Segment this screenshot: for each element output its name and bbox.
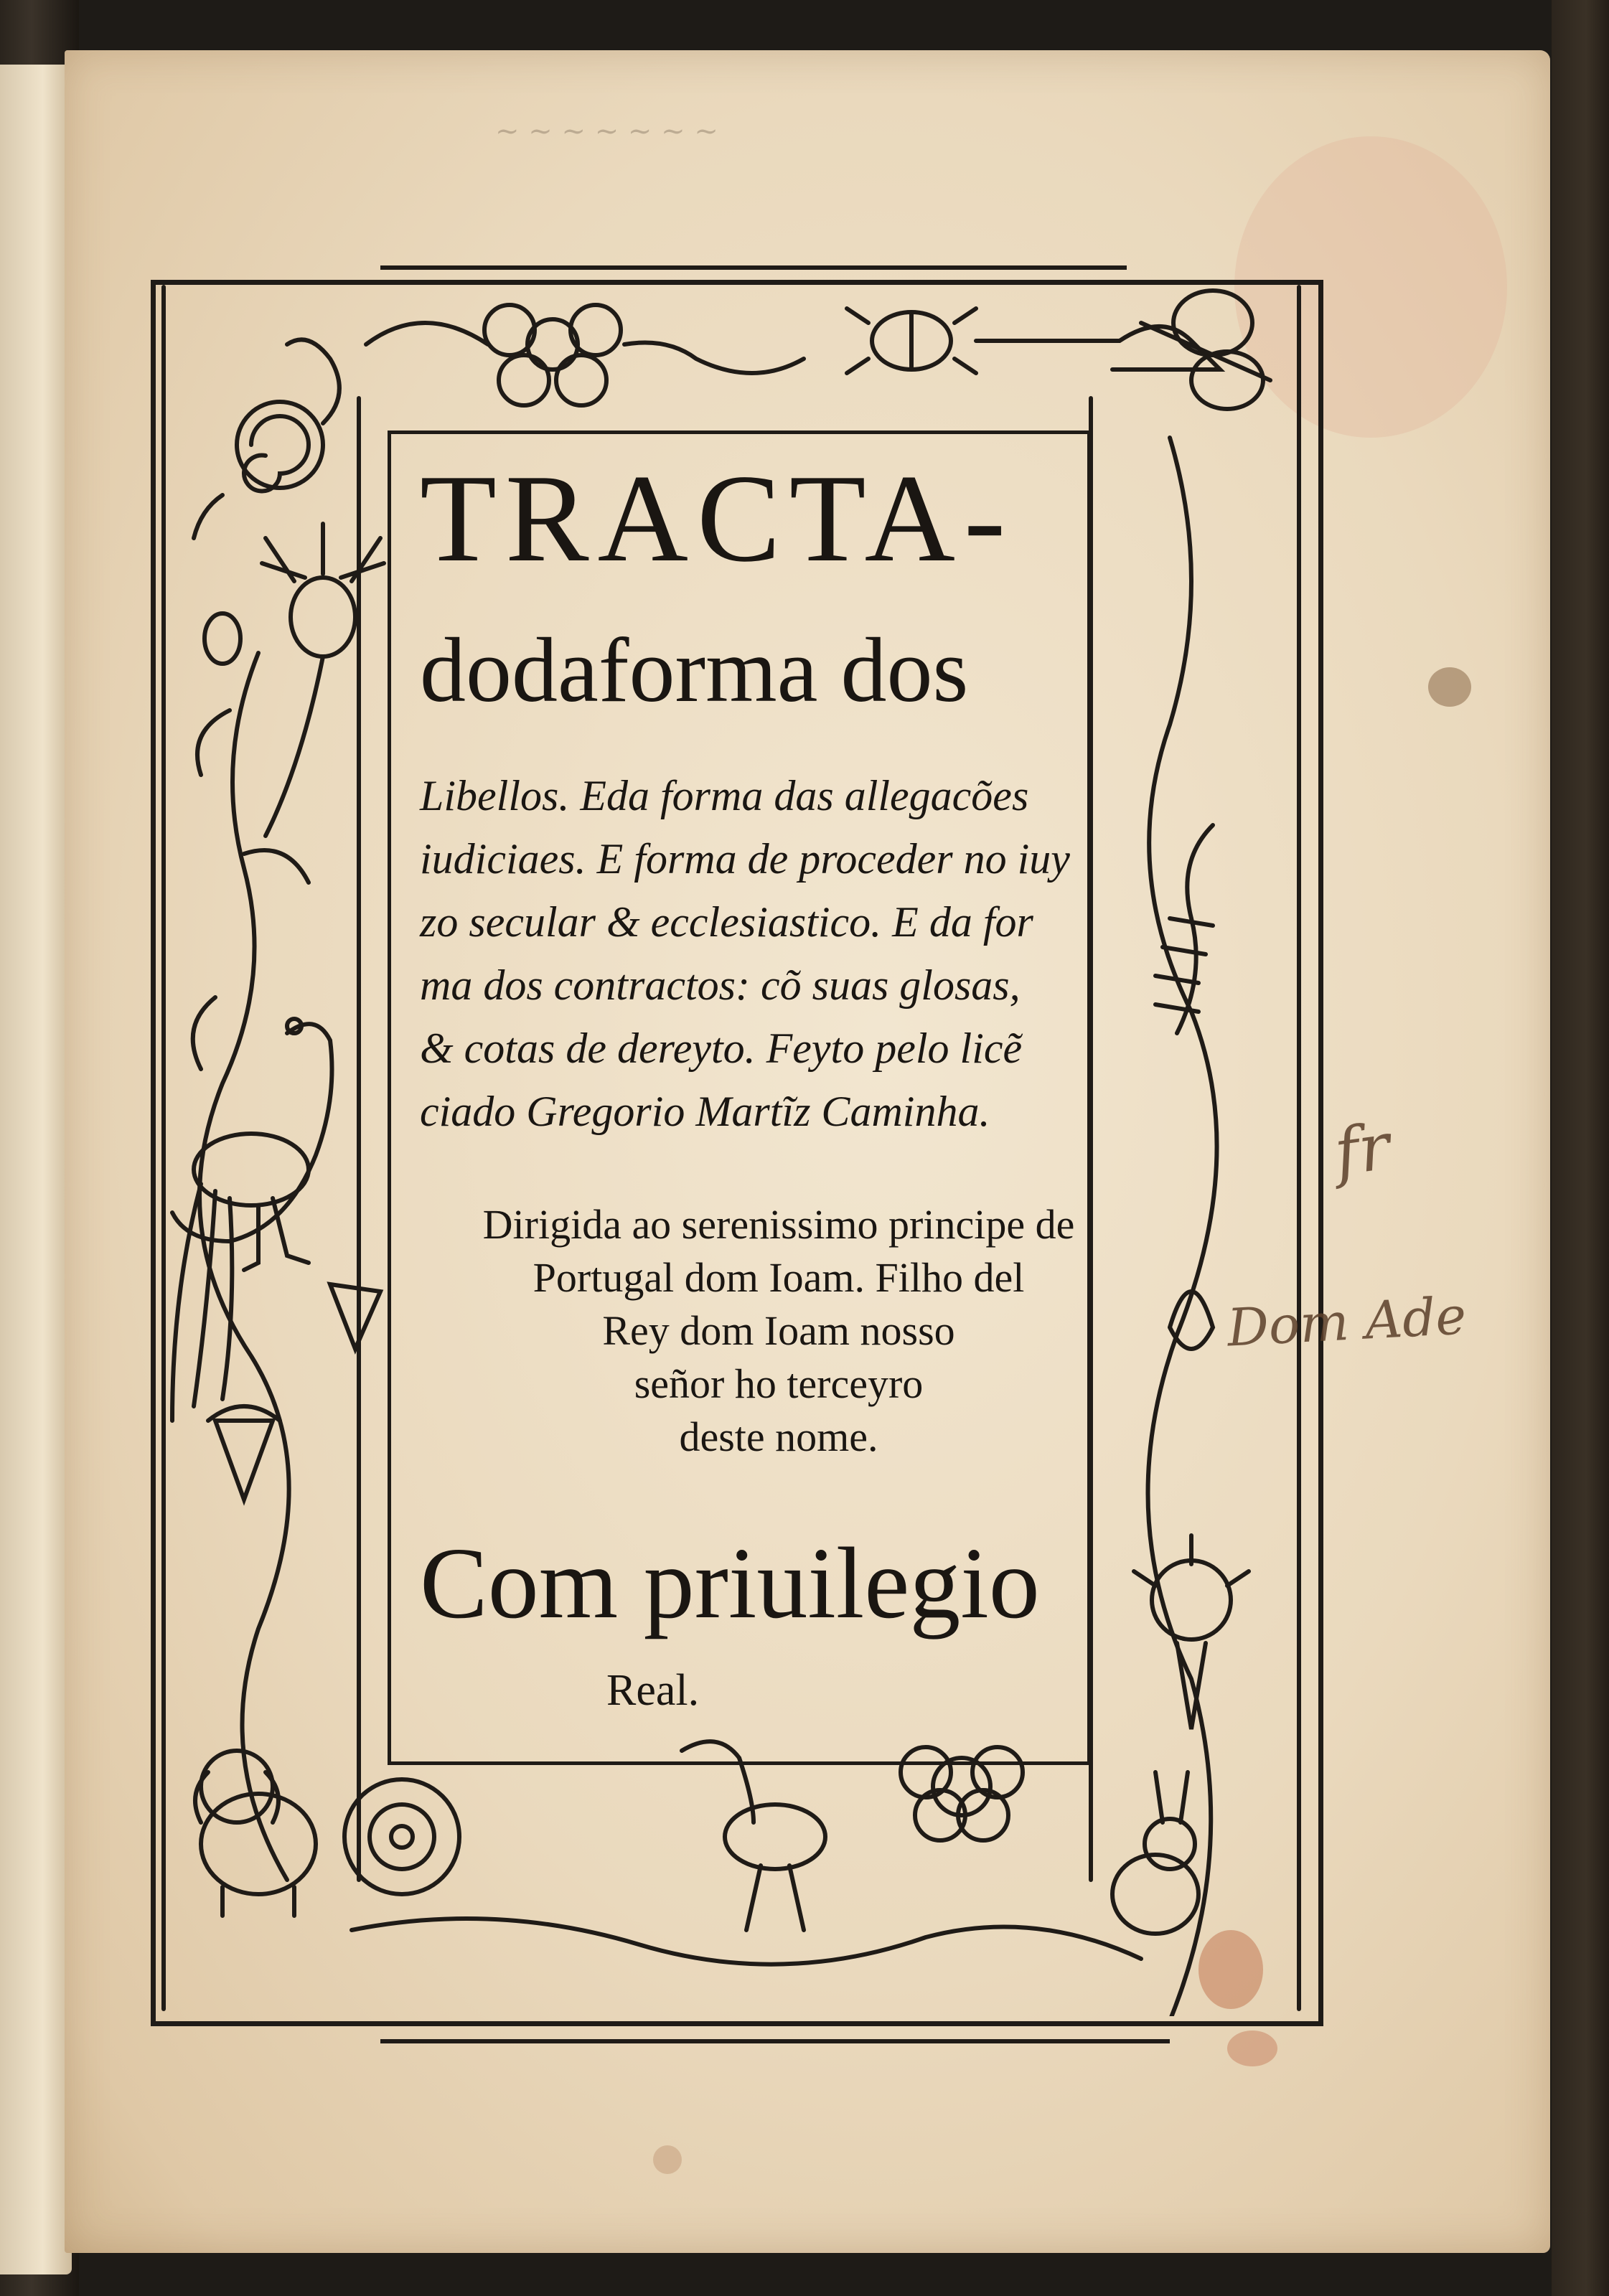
dedication-line: señor ho terceyro [634, 1360, 924, 1407]
foxing-stain [1227, 2031, 1277, 2066]
rose-icon [344, 1779, 459, 1894]
previous-leaf-edge [0, 65, 72, 2274]
pineapple-icon [205, 613, 240, 664]
thistle-icon [262, 524, 384, 836]
caterpillar-icon [1155, 825, 1213, 1033]
dedication-line: Portugal dom Ioam. Filho del [533, 1254, 1025, 1301]
title-text-block [388, 430, 1091, 1765]
description-line: zo secular & ecclesiastico. E da for [420, 898, 1033, 946]
description [420, 764, 1137, 1143]
privilege-line-2: Real. [606, 1666, 700, 1715]
description-line: Libellos. Eda forma das allegacões [420, 772, 1029, 819]
butterfly-icon [1141, 291, 1270, 409]
strawberry-icon [208, 1284, 380, 1500]
foxing-stain [653, 2145, 682, 2174]
title-page [65, 50, 1550, 2253]
dog-icon [195, 1751, 316, 1916]
book-subtitle: dodaforma dos [420, 619, 969, 721]
flower-icon [366, 305, 804, 405]
back-cover-edge [1552, 0, 1609, 2296]
handwritten-note: fr [1330, 1109, 1395, 1191]
carnation-icon [1134, 1535, 1249, 1729]
dedication [420, 1198, 1137, 1464]
snail-icon [194, 339, 339, 538]
dedication-line: Dirigida ao serenissimo principe de [482, 1201, 1075, 1248]
handwritten-signature: Dom Ade [1226, 1285, 1468, 1358]
dedication-line: deste nome. [679, 1413, 878, 1460]
faded-inscription: ~ ~ ~ ~ ~ ~ ~ [495, 115, 718, 148]
foxing-stain [1428, 667, 1471, 707]
description-line: & cotas de dereyto. Feyto pelo licẽ [420, 1025, 1023, 1072]
dedication-line: Rey dom Ioam nosso [602, 1307, 955, 1354]
ladybug-icon [847, 309, 976, 373]
rabbit-icon [1112, 1772, 1198, 1934]
heron-icon [682, 1741, 825, 1930]
book-title: TRACTA- [420, 448, 1015, 588]
frame-rule-bottom [380, 2039, 1170, 2043]
privilege-line: Com priuilegio [420, 1526, 1040, 1639]
vine-stem [200, 653, 289, 1880]
description-line: ma dos contractos: cõ suas glosas, [420, 961, 1021, 1009]
description-line: ciado Gregorio Martĩz Caminha. [420, 1088, 990, 1135]
description-line: iudiciaes. E forma de proceder no iuy [420, 835, 1070, 883]
frame-rule-top [380, 265, 1127, 270]
